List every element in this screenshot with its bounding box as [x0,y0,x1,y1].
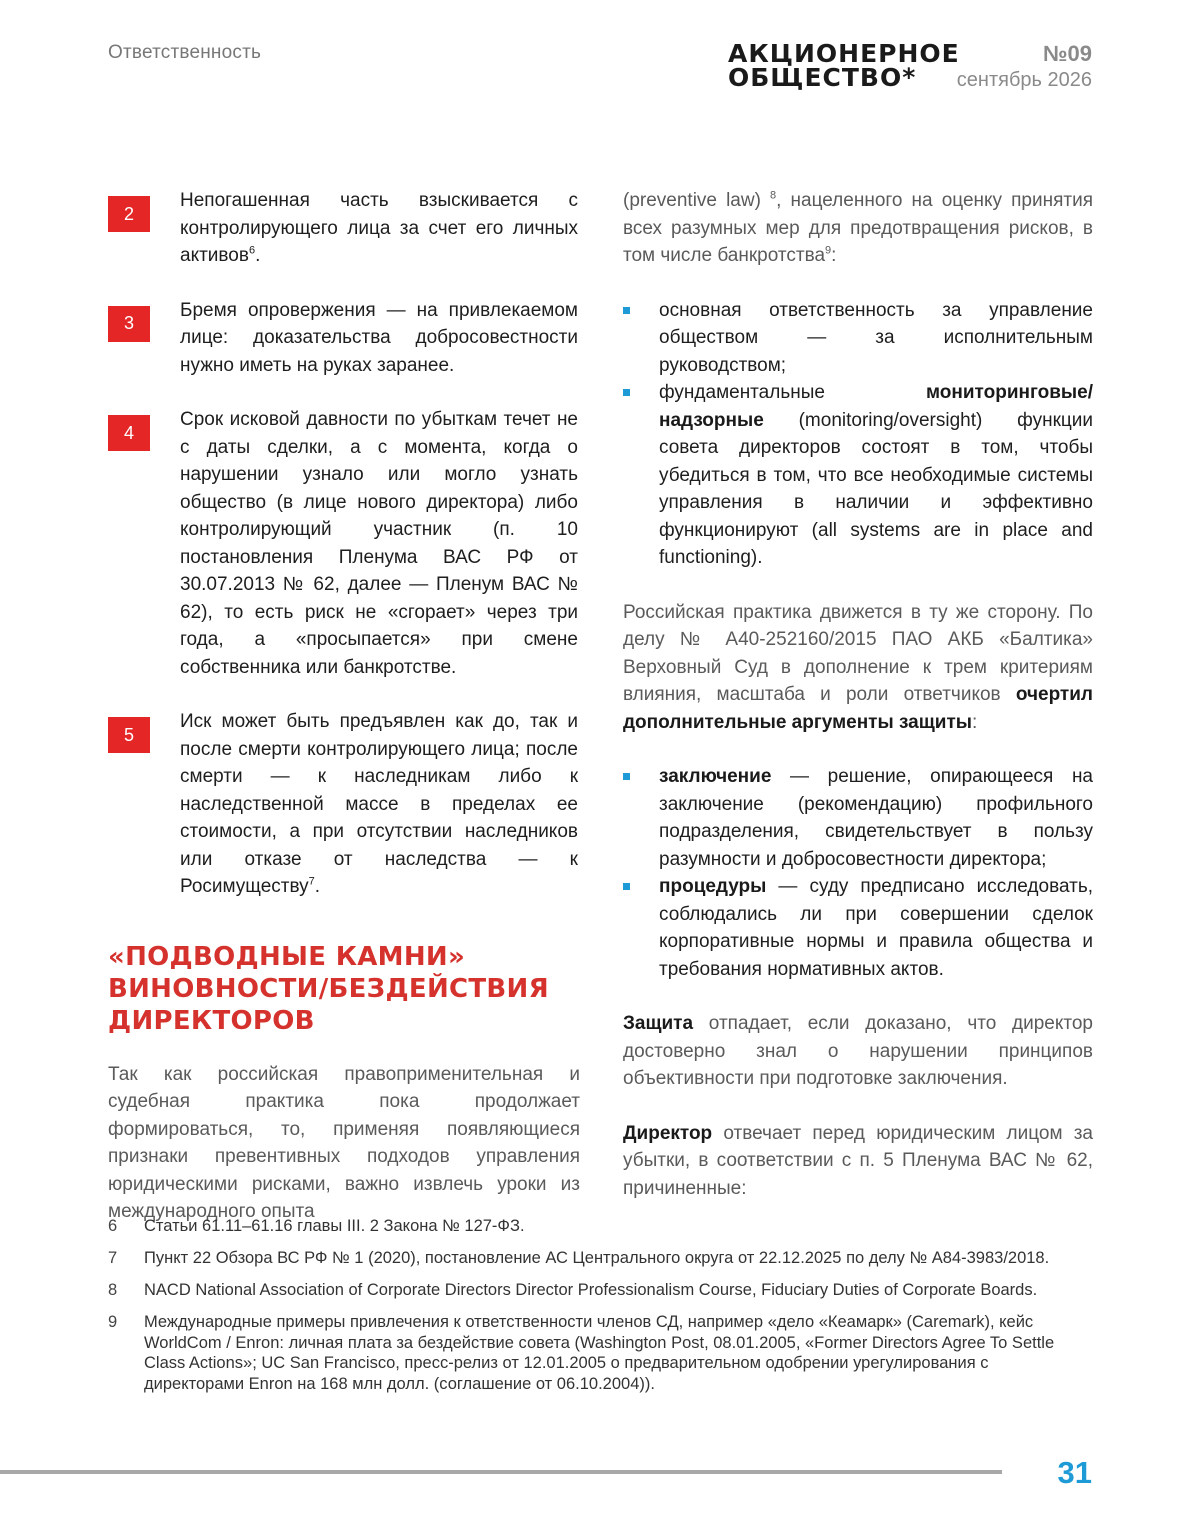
list-item: основная ответственность за управление обществом — за исполнительным руководством; [623,297,1093,380]
page-number: 31 [1057,1455,1092,1490]
item-text: Иск может быть предъявлен как до, так и после смерти контролирующего лица; после смерти — к наследникам либо к наследственной массе в пределах ее стоимости, а при отсутствии наследников или отказе от наследства — к Росимуществу$^7$. [180,711,578,897]
footnote-text: Статьи 61.11–61.16 главы III. 2 Закона № 127-ФЗ. [144,1217,525,1235]
numbered-item [108,297,580,380]
footnote [108,1248,1093,1269]
numbered-item [108,708,580,901]
square-bullet-icon [623,773,630,780]
left-column [108,187,580,1226]
list-item: заключение — решение, опирающееся на заключение (рекомендацию) профильного подразделения, свидетельствует в пользу разумности и добросовестности директора; [623,763,1093,873]
item-number-badge: 4 [108,415,150,451]
footnote-text: NACD National Association of Corporate Directors Director Professionalism Course, Fiduciary Duties of Corporate Boards. [144,1281,1038,1299]
square-bullet-icon [623,307,630,314]
paragraph-director: Директор отвечает перед юридическим лицом за убытки, в соответствии с п. 5 Пленума ВАС № 62, причиненные: [623,1122,1093,1199]
footnote-text: Международные примеры привлечения к ответственности членов СД, например «дело «Кеамарк» (Caremark), кейс WorldCom / Enron: личная плата за бездействие совета (Washington Post, 08.01.2005, «Former Directors Agree To Settle Class Actions»; UC San Francisco, пресс-релиз от 12.01.2005 о предварительном одобрении урегулирования с директорами Enron на 168 млн долл. (соглашение от 06.10.2004)). [144,1313,1055,1393]
footnote [108,1312,1093,1394]
footnote [108,1280,1093,1301]
square-bullet-icon [623,389,630,396]
footnotes [108,1216,1093,1405]
logo-line-1: АКЦИОНЕРНОЕ [728,39,960,68]
square-bullet-icon [623,883,630,890]
paragraph-russian-practice: Российская практика движется в ту же сторону. По делу № А40-252160/2015 ПАО АКБ «Балтика» Верховный Суд в дополнение к трем критериям влияния, масштаба и роли ответчиков очертил дополнительные аргументы защиты: [623,601,1093,733]
list-item: фундаментальные мониторинговые/надзорные (monitoring/oversight) функции совета директоров состоят в том, чтобы убедиться в том, что все необходимые системы управления в наличии и эффективно функционируют (all systems are in place and functioning). [623,379,1093,572]
item-number-badge: 3 [108,306,150,342]
item-text: Срок исковой давности по убыткам течет не с даты сделки, а с момента, когда о нарушении узнало или могло узнать общество (в лице нового директора) либо контролирующий участник (п. 10 постановления Пленума ВАС РФ от 30.07.2013 № 62, далее — Пленум ВАС № 62), то есть риск не «сгорает» через три года, а «просыпается» при смене собственника или банкротстве. [180,409,578,678]
paragraph-defense: Защита отпадает, если доказано, что директор достоверно знал о нарушении принципов объективности при подготовке заключения. [623,1013,1093,1089]
bottom-divider [0,1470,1002,1474]
footnote-text: Пункт 22 Обзора ВС РФ № 1 (2020), постановление АС Центрального округа от 22.12.2025 по делу № А84-3983/2018. [144,1249,1050,1267]
paragraph-preventive-law: (preventive law) $^8$, нацеленного на оценку принятия всех разумных мер для предотвращения рисков, в том числе банкротства$^9$: [623,189,1093,266]
issue-info [957,42,1092,94]
footnote-number: 8 [108,1281,118,1299]
magazine-logo [728,39,960,92]
footnote [108,1216,1093,1237]
footnote-number: 6 [108,1217,118,1235]
right-column [623,187,1093,1202]
issue-date: сентябрь 2026 [956,69,1092,91]
section-label: Ответственность [108,42,262,63]
footnote-ref: 8 [770,189,777,202]
item-number-badge: 5 [108,717,150,753]
numbered-item [108,406,580,681]
footnote-number: 9 [108,1313,118,1331]
footnote-ref: 7 [308,875,315,888]
item-text: Бремя опровержения — на привлекаемом лице: доказательства добросовестности нужно иметь на руках заранее. [180,299,578,376]
bullet-list [623,763,1093,983]
footnote-ref: 6 [248,244,256,257]
section-heading: «ПОДВОДНЫЕ КАМНИ» ВИНОВНОСТИ/БЕЗДЕЙСТВИЯ ДИРЕКТОРОВ [108,941,549,1036]
issue-number: №09 [1043,41,1092,66]
numbered-item [108,187,580,270]
footnote-ref: 9 [825,244,832,257]
list-item: процедуры — суду предписано исследовать, соблюдались ли при совершении сделок корпоративные нормы и правила общества и требования нормативных актов. [623,873,1093,983]
bullet-list [623,297,1093,572]
intro-paragraph: Так как российская правоприменительная и судебная практика пока продолжает формироваться, то, применяя появляющиеся признаки превентивных подходов управления юридическими рисками, важно извлечь уроки из международного опыта [108,1063,580,1222]
item-number-badge: 2 [108,196,150,232]
footnote-number: 7 [108,1249,118,1267]
logo-line-2: ОБЩЕСТВО* [728,63,917,92]
item-text: Непогашенная часть взыскивается с контролирующего лица за счет его личных активов$^6$. [180,190,578,266]
